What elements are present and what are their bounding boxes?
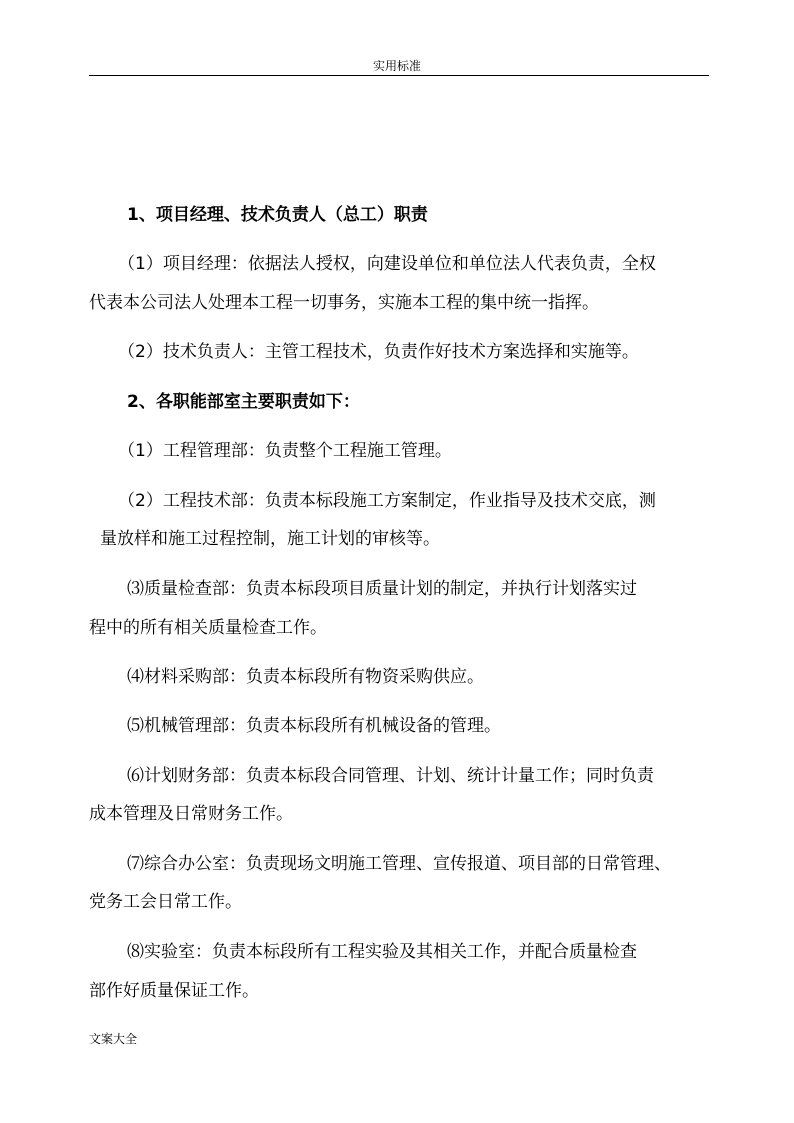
- paragraph-laboratory-line-2: 部作好质量保证工作。: [89, 981, 259, 1001]
- paragraph-engineering-technology-line-2: 量放样和施工过程控制，施工计划的审核等。: [100, 529, 440, 549]
- paragraph-engineering-technology-line-1: （2）工程技术部：负责本标段施工方案制定，作业指导及技术交底，测: [118, 491, 656, 511]
- paragraph-engineering-management-line-1: （1）工程管理部：负责整个工程施工管理。: [118, 441, 452, 461]
- paragraph-technical-lead-line-1: （2）技术负责人：主管工程技术，负责作好技术方案选择和实施等。: [118, 342, 639, 362]
- section-heading-2: 2、各职能部室主要职责如下：: [127, 392, 360, 412]
- section-heading-1: 1、项目经理、技术负责人（总工）职责: [127, 205, 428, 225]
- header-divider: [89, 75, 709, 76]
- paragraph-planning-finance-line-2: 成本管理及日常财务工作。: [89, 804, 293, 824]
- paragraph-project-manager-line-2: 代表本公司法人处理本工程一切事务，实施本工程的集中统一指挥。: [89, 293, 599, 313]
- paragraph-laboratory-line-1: ⑻实验室：负责本标段所有工程实验及其相关工作，并配合质量检查: [127, 942, 637, 962]
- page-header: 实用标准: [372, 59, 421, 73]
- paragraph-machinery-management-line-1: ⑸机械管理部：负责本标段所有机械设备的管理。: [127, 716, 501, 736]
- paragraph-general-office-line-2: 党务工会日常工作。: [89, 892, 242, 912]
- paragraph-general-office-line-1: ⑺综合办公室：负责现场文明施工管理、宣传报道、项目部的日常管理、: [127, 854, 671, 874]
- paragraph-project-manager-line-1: （1）项目经理：依据法人授权，向建设单位和单位法人代表负责，全权: [118, 254, 656, 274]
- page-footer: 文案大全: [89, 1032, 138, 1046]
- paragraph-quality-inspection-line-1: ⑶质量检查部：负责本标段项目质量计划的制定，并执行计划落实过: [127, 579, 637, 599]
- paragraph-planning-finance-line-1: ⑹计划财务部：负责本标段合同管理、计划、统计计量工作；同时负责: [127, 766, 654, 786]
- paragraph-quality-inspection-line-2: 程中的所有相关质量检查工作。: [89, 618, 327, 638]
- paragraph-material-procurement-line-1: ⑷材料采购部：负责本标段所有物资采购供应。: [127, 667, 484, 687]
